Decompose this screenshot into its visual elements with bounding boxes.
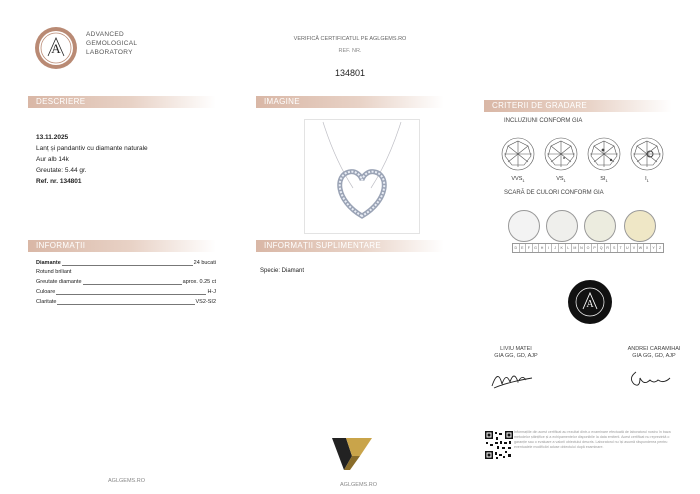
info-row-diamonds: Diamante 24 bucati [36,260,216,266]
color-scale-cell-s: S [610,244,617,252]
section-grading-header: CRITERII DE GRADARE [484,100,672,112]
info-row-clarity: Claritate VS2-SI2 [36,299,216,305]
color-scale-cell-e: E [519,244,526,252]
qr-code[interactable] [484,430,514,460]
clarity-label-si: $SI_1$ [600,176,608,184]
clarity-diamonds [500,136,670,174]
lab-name: ADVANCED GEMOLOGICAL LABORATORY [86,31,138,56]
footer-center-website[interactable]: AGLGEMS.RO [340,482,377,488]
heart-pendant-image [305,120,419,233]
signature-2-name: ANDREI CARAMIHAI GIA GG, GD, AJP [627,346,681,359]
svg-text:A: A [51,41,61,56]
footer-left-website[interactable]: AGLGEMS.RO [108,478,145,484]
clarity-label-vvs: $VVS_1$ [511,176,525,184]
section-info-header: INFORMAȚII [28,240,216,252]
color-scale-cell-l: L [565,244,572,252]
info-row-weight: Greutate diamante aprox. 0.25 ct [36,279,216,285]
description-line3: Greutate: 5.44 gr. [36,167,87,174]
color-sample-1 [508,210,540,242]
color-scale-cell-k: K [558,244,565,252]
color-scale-cell-x: X [643,244,650,252]
section-description-header: DESCRIERE [28,96,216,108]
color-scale-cell-f: F [525,244,532,252]
ref-label: REF. NR. [338,48,362,54]
color-scale-cell-j: J [551,244,558,252]
color-scale-cell-g: G [532,244,539,252]
description-date: 13.11.2025 [36,134,69,141]
color-scale-cell-i: I [545,244,552,252]
color-scale-title: SCARĂ DE CULORI CONFORM GIA [504,190,604,196]
brand-logo-icon [330,436,374,472]
info-row-cut: Rotund briliant [36,269,72,275]
color-sample-4 [624,210,656,242]
color-scale-cell-p: P [591,244,598,252]
certificate-seal [568,280,612,324]
signature-2-image [624,364,680,392]
ref-number: 134801 [334,68,366,78]
color-sample-2 [546,210,578,242]
description-line2: Aur alb 14k [36,156,69,163]
color-sample-3 [584,210,616,242]
signature-1-name: LIVIU MATEI GIA GG, GD, AJP [494,346,538,359]
color-scale-cell-n: N [578,244,585,252]
extra-specie: Specie: Diamant [260,268,305,274]
color-scale-cell-o: O [584,244,591,252]
color-scale-cell-z: Z [656,244,663,252]
description-block [36,132,148,187]
clarity-label-i: $I_1$ [645,176,649,184]
seal-logo-icon [568,280,612,324]
lab-seal-logo [34,26,78,70]
color-scale-cell-y: Y [650,244,657,252]
color-scale-cell-t: T [617,244,624,252]
info-row-color: Culoare H-J [36,289,216,295]
color-scale-cell-w: W [637,244,644,252]
color-scale-cell-d: D [514,246,518,250]
description-line1: Lanț și pandantiv cu diamante naturale [36,145,148,152]
color-scale-cell-m: M [571,244,578,252]
color-scale-bar [512,243,664,253]
svg-text:A: A [586,299,594,310]
verify-text: VERIFICĂ CERTIFICATUL PE AGLGEMS.RO [293,36,407,42]
inclusions-title: INCLUZIUNI CONFORM GIA [504,118,583,124]
color-scale-cell-r: R [604,244,611,252]
product-image-frame [304,119,420,234]
color-scale-cell-q: Q [597,244,604,252]
legal-disclaimer: Informațiile din acest certificat au rezultat dintr-o examinare efectuată de laboratorul nostru în baza metodelor științifice și a echipamentelor disponibile la data emiterii. Acest certificat nu reprezintă o garanție sau o evaluare a valorii obiectului descris. Laboratorul nu își asumă răspunderea pentru eventualele modificări aduse obiectului după examinare. [514,430,671,449]
description-ref: Ref. nr. 134801 [36,178,82,185]
clarity-label-vs: $VS_1$ [556,176,566,184]
signature-1-image [488,364,538,392]
section-image-header: IMAGINE [256,96,444,108]
color-scale-cell-v: V [630,244,637,252]
color-scale-cell-u: U [624,244,631,252]
section-extra-header: INFORMAȚII SUPLIMENTARE [256,240,444,252]
color-scale-cell-h: H [538,244,545,252]
